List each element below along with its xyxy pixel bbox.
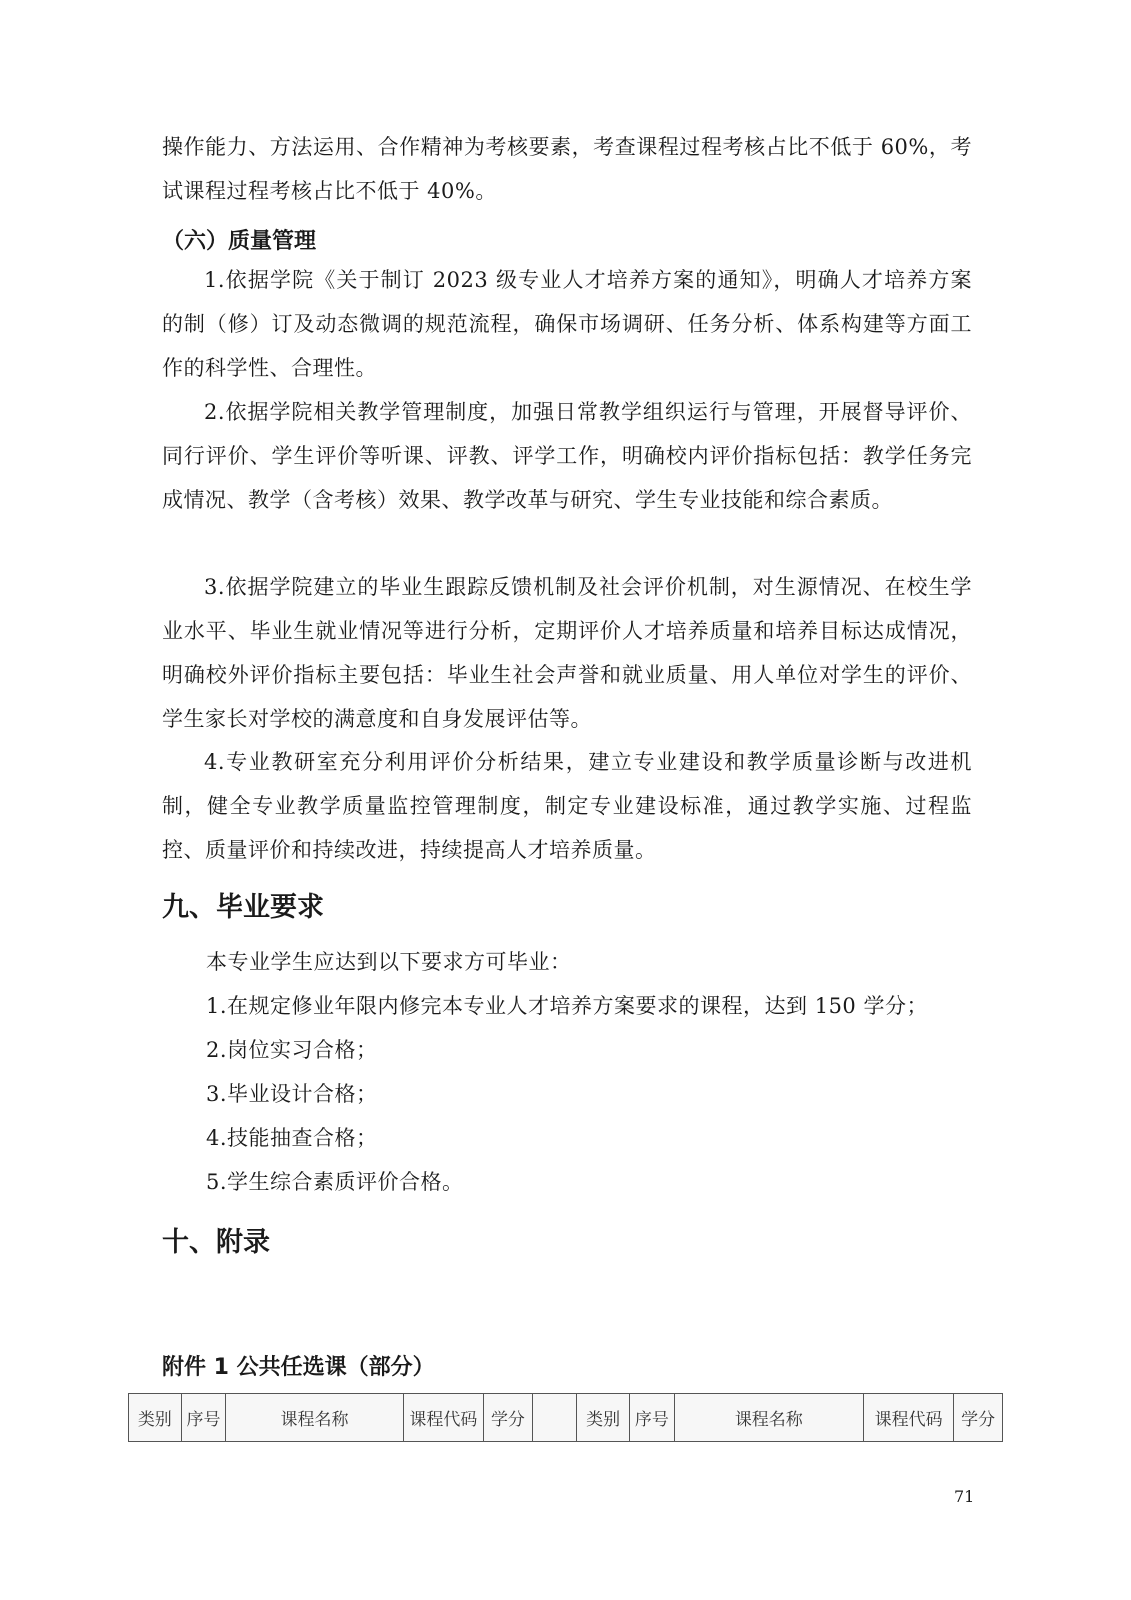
col-header-index-2: 序号 xyxy=(629,1394,674,1442)
quality-heading: （六）质量管理 xyxy=(162,229,317,254)
col-header-course-name: 课程名称 xyxy=(226,1394,403,1442)
page-number: 71 xyxy=(954,1487,975,1506)
graduation-lead: 本专业学生应达到以下要求方可毕业： xyxy=(206,950,572,974)
graduation-item-4: 4.技能抽查合格； xyxy=(206,1126,378,1150)
col-header-course-code: 课程代码 xyxy=(403,1394,483,1442)
graduation-item-3: 3.毕业设计合格； xyxy=(206,1082,378,1106)
intro-paragraph: 操作能力、方法运用、合作精神为考核要素，考查课程过程考核占比不低于 60%，考试课程过程考核占比不低于 40%。 xyxy=(162,135,972,203)
quality-item-2: 2.依据学院相关教学管理制度，加强日常教学组织运行与管理，开展督导评价、同行评价、学生评价等听课、评教、评学工作，明确校内评价指标包括：教学任务完成情况、教学（含考核）效果、教学改革与研究、学生专业技能和综合素质。 xyxy=(162,400,972,512)
annex-title: 附件 1 公共任选课（部分） xyxy=(162,1355,435,1380)
table-header-row xyxy=(129,1394,1003,1442)
appendix-heading: 十、附录 xyxy=(162,1227,270,1258)
graduation-item-2: 2.岗位实习合格； xyxy=(206,1038,378,1062)
quality-item-1: 1.依据学院《关于制订 2023 级专业人才培养方案的通知》，明确人才培养方案的制（修）订及动态微调的规范流程，确保市场调研、任务分析、体系构建等方面工作的科学性、合理性。 xyxy=(162,268,972,380)
graduation-item-1: 1.在规定修业年限内修完本专业人才培养方案要求的课程，达到 150 学分； xyxy=(206,994,928,1018)
quality-item-4: 4.专业教研室充分利用评价分析结果，建立专业建设和教学质量诊断与改进机制，健全专业教学质量监控管理制度，制定专业建设标准，通过教学实施、过程监控、质量评价和持续改进，持续提高人才培养质量。 xyxy=(162,750,972,862)
graduation-item-5: 5.学生综合素质评价合格。 xyxy=(206,1170,464,1194)
elective-course-table xyxy=(128,1393,1003,1442)
col-header-index: 序号 xyxy=(181,1394,226,1442)
graduation-heading: 九、毕业要求 xyxy=(162,892,324,923)
col-header-course-code-2: 课程代码 xyxy=(863,1394,953,1442)
col-header-category-2: 类别 xyxy=(577,1394,630,1442)
quality-item-3: 3.依据学院建立的毕业生跟踪反馈机制及社会评价机制，对生源情况、在校生学业水平、毕业生就业情况等进行分析，定期评价人才培养质量和培养目标达成情况，明确校外评价指标主要包括：毕业生社会声誉和就业质量、用人单位对学生的评价、学生家长对学校的满意度和自身发展评估等。 xyxy=(162,575,972,731)
col-header-credit: 学分 xyxy=(484,1394,533,1442)
col-header-course-name-2: 课程名称 xyxy=(674,1394,863,1442)
col-header-credit-2: 学分 xyxy=(954,1394,1003,1442)
col-header-spacer xyxy=(532,1394,577,1442)
col-header-category: 类别 xyxy=(129,1394,182,1442)
